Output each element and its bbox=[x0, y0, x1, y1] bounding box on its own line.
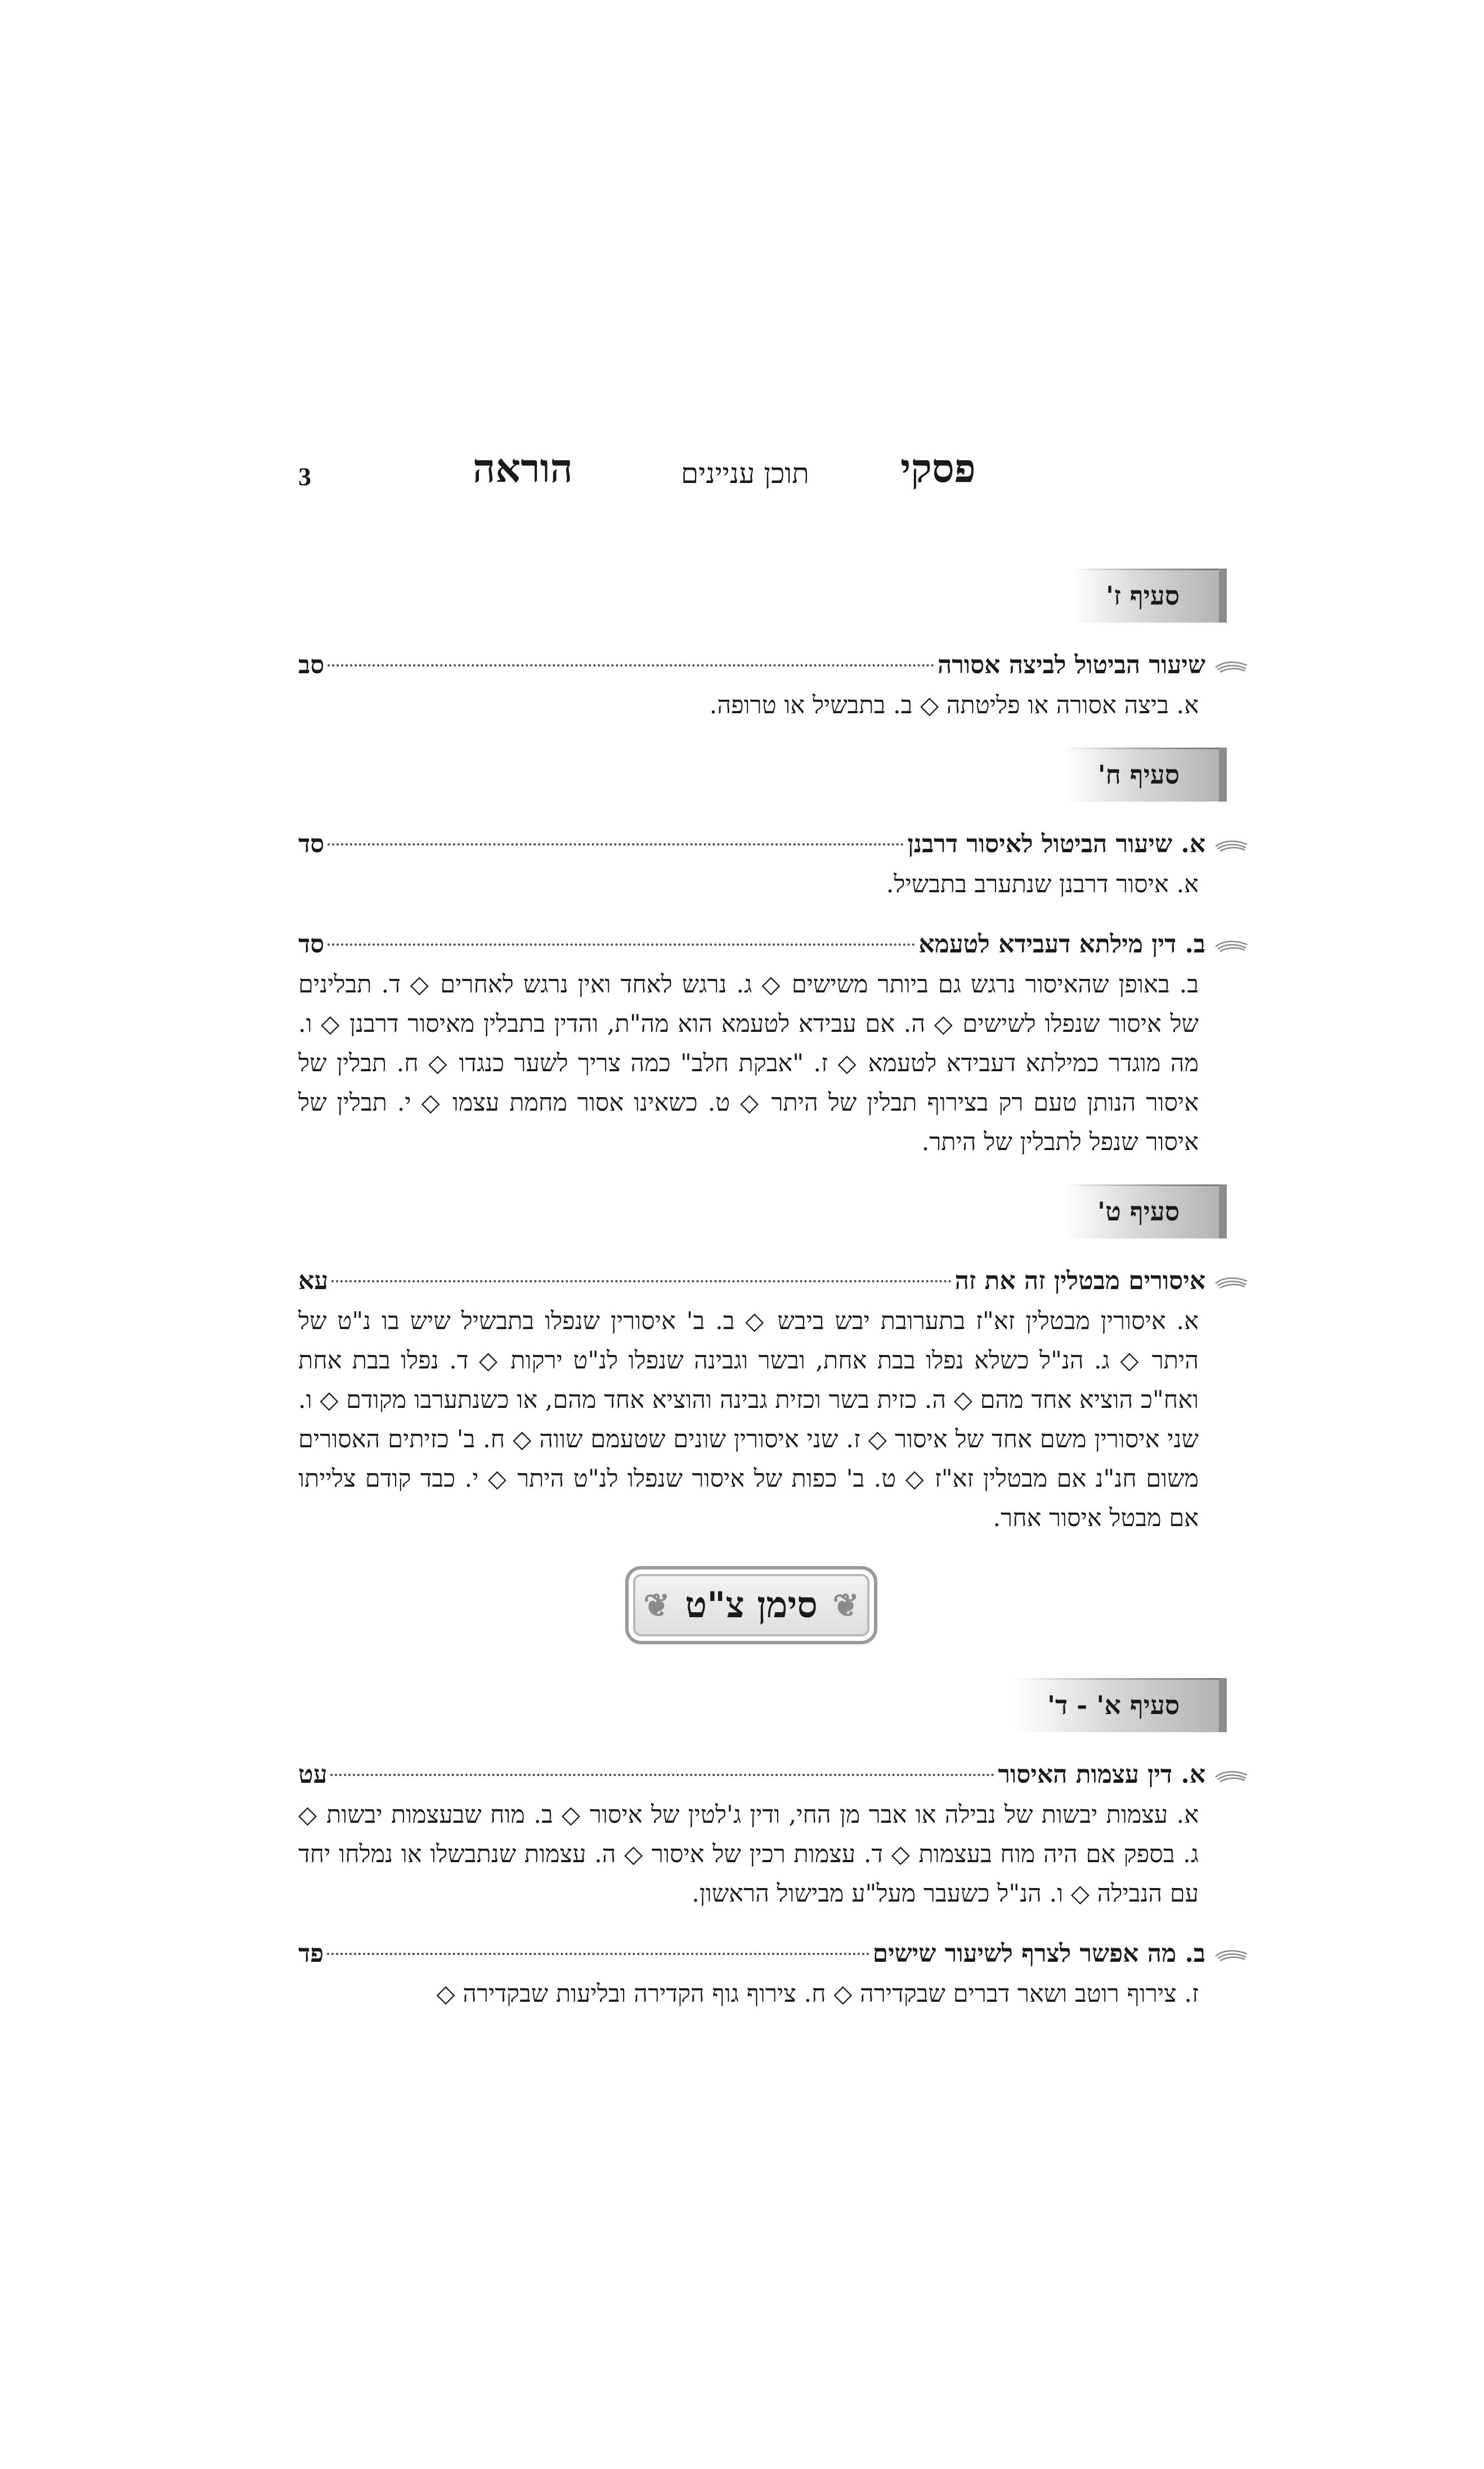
seif-section bbox=[298, 748, 1204, 1162]
seif-section bbox=[298, 569, 1204, 725]
entry-title: ב. מה אפשר לצרף לשיעור שישים bbox=[872, 1939, 1205, 1968]
toc-entry bbox=[298, 1261, 1204, 1538]
seif-heading: סעיף ז' bbox=[1072, 569, 1227, 623]
feather-icon bbox=[1213, 1276, 1249, 1291]
feather-icon bbox=[1213, 839, 1249, 855]
toc-entry bbox=[298, 1755, 1204, 1913]
entry-title: שיעור הביטול לביצה אסורה bbox=[937, 651, 1205, 679]
entry-page: סד bbox=[298, 930, 325, 959]
siman-banner bbox=[298, 1566, 1204, 1644]
running-title-left: הוראה bbox=[473, 445, 573, 491]
page-number: 3 bbox=[298, 462, 311, 491]
feather-icon bbox=[1213, 1948, 1249, 1964]
entry-page: סב bbox=[298, 651, 325, 679]
seif-heading: סעיף א' - ד' bbox=[1014, 1678, 1227, 1732]
page-header bbox=[0, 445, 1484, 507]
entry-page: פד bbox=[298, 1939, 324, 1968]
toc-entry bbox=[298, 824, 1204, 904]
seif-heading: סעיף ט' bbox=[1064, 1184, 1227, 1238]
dot-leader bbox=[328, 664, 934, 667]
table-of-contents bbox=[298, 569, 1204, 2036]
entry-description: א. איסור דרבנן שנתערב בתבשיל. bbox=[886, 870, 1199, 898]
entry-description: א. איסורין מבטלין זא"ז בתערובת יבש ביבש ◇ ב. ב' איסורין שנפלו בתבשיל שיש בו נ"ט של היתר ◇ ג. הנ"ל כשלא נפלו בבת אחת, ובשר וגבינה שנפלו לנ"ט ירקות ◇ ד. נפלו בבת אחת ואח"כ הוציא אחד מהם ◇ ה. כזית בשר וכזית גבינה והוציא אחד מהם, או כשנתערבו מקודם ◇ ו. שני איסורין משם אחד של איסור ◇ ז. שני איסורין שונים שטעמם שווה ◇ ח. ב' כזיתים האסורים משום חנ"נ אם מבטלין זא"ז ◇ ט. ב' כפות של איסור שנפלו לנ"ט היתר ◇ י. כבד קודם צלייתו אם מבטל איסור אחר. bbox=[298, 1307, 1199, 1532]
dot-leader bbox=[328, 943, 915, 946]
toc-entry bbox=[298, 924, 1204, 1162]
entry-title: ב. דין מילתא דעבידא לטעמא bbox=[918, 930, 1205, 959]
dot-leader bbox=[327, 1953, 869, 1955]
dot-leader bbox=[328, 843, 904, 846]
entry-description: ז. צירוף רוטב ושאר דברים שבקדירה ◇ ח. צירוף גוף הקדירה ובליעות שבקדירה ◇ bbox=[436, 1980, 1199, 2008]
entry-title: א. שיעור הביטול לאיסור דרבנן bbox=[907, 830, 1205, 858]
entry-page: סד bbox=[298, 830, 325, 858]
dot-leader bbox=[331, 1280, 951, 1282]
seif-section bbox=[298, 1184, 1204, 1538]
feather-icon bbox=[1213, 1769, 1249, 1785]
entry-title: א. דין עצמות האיסור bbox=[998, 1760, 1205, 1789]
entry-page: עא bbox=[298, 1267, 329, 1295]
seif-heading: סעיף ח' bbox=[1064, 748, 1227, 802]
seif-section bbox=[298, 1678, 1204, 2014]
siman-title: ❦ סימן צ"ט ❦ bbox=[625, 1566, 877, 1644]
entry-description: ב. באופן שהאיסור נרגש גם ביותר משישים ◇ ג. נרגש לאחד ואין נרגש לאחרים ◇ ד. תבלינים של איסור שנפלו לשישים ◇ ה. אם עבידא לטעמא הוא מה"ת, והדין בתבלין מאיסור דרבנן ◇ ו. מה מוגדר כמילתא דעבידא לטעמא ◇ ז. "אבקת חלב" כמה צריך לשער כנגדו ◇ ח. תבלין של איסור הנותן טעם רק בצירוף תבלין של היתר ◇ ט. כשאינו אסור מחמת עצמו ◇ י. תבלין של איסור שנפל לתבלין של היתר. bbox=[298, 970, 1199, 1156]
running-title-middle: תוכן עניינים bbox=[681, 457, 809, 490]
toc-entry bbox=[298, 645, 1204, 725]
entry-description: א. ביצה אסורה או פליטתה ◇ ב. בתבשיל או טרופה. bbox=[709, 691, 1199, 719]
running-title-right: פסקי bbox=[900, 445, 976, 491]
toc-entry bbox=[298, 1934, 1204, 2014]
feather-icon bbox=[1213, 939, 1249, 955]
feather-icon bbox=[1213, 660, 1249, 676]
entry-description: א. עצמות יבשות של נבילה או אבר מן החי, ודין ג'לטין של איסור ◇ ב. מוח שבעצמות יבשות ◇ ג. בספק אם היה מוח בעצמות ◇ ד. עצמות רכין של איסור ◇ ה. עצמות שנתבשלו או נמלחו יחד עם הנבילה ◇ ו. הנ"ל כשעבר מעל"ע מבישול הראשון. bbox=[298, 1801, 1199, 1908]
entry-title: איסורים מבטלין זה את זה bbox=[954, 1267, 1205, 1295]
dot-leader bbox=[330, 1774, 994, 1776]
entry-page: עט bbox=[298, 1760, 328, 1789]
